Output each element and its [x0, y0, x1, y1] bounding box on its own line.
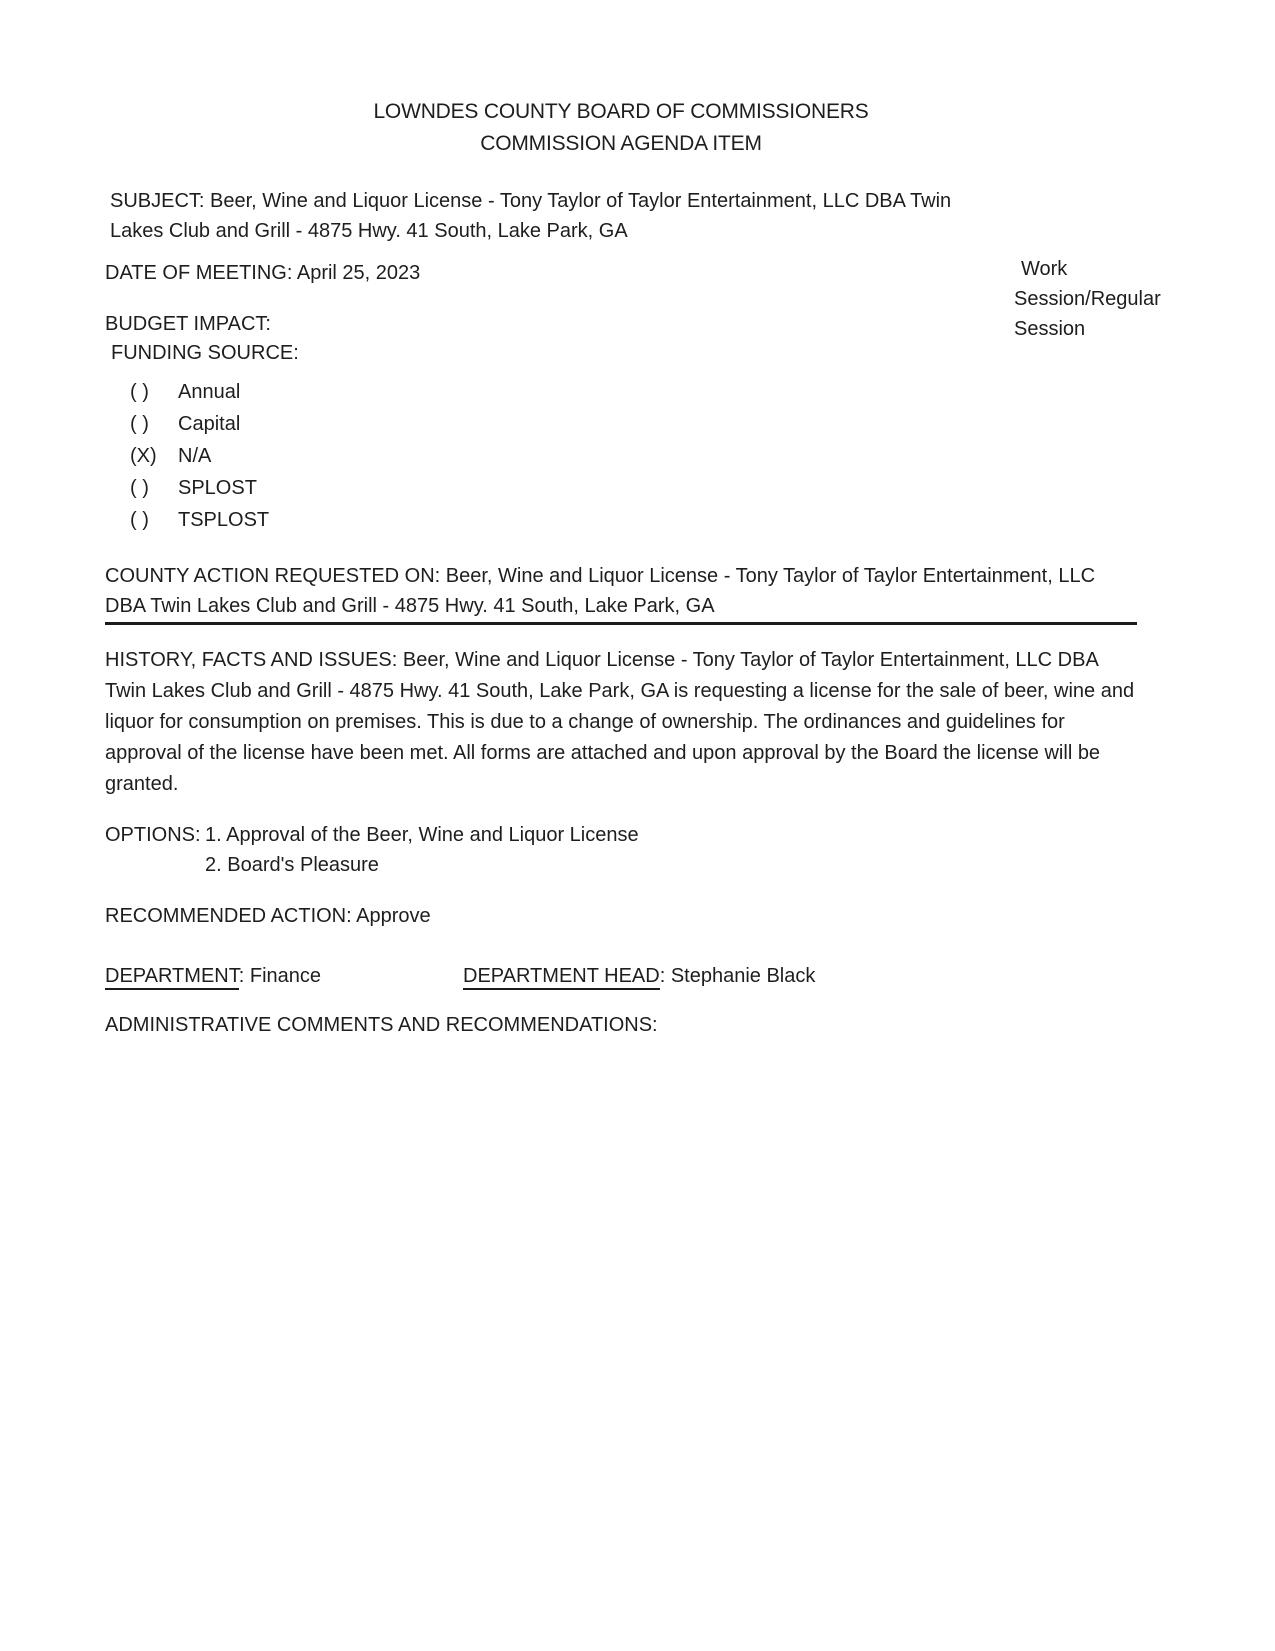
checkbox-marker: ( )	[130, 381, 149, 403]
document-header	[105, 96, 1137, 160]
option-item: 1. Approval of the Beer, Wine and Liquor License	[205, 824, 639, 846]
options-section	[105, 820, 1175, 880]
budget-impact-label: BUDGET IMPACT:	[105, 313, 271, 335]
funding-source-list	[105, 376, 1175, 536]
checkbox-label: TSPLOST	[178, 509, 270, 531]
history-facts-issues-text: HISTORY, FACTS AND ISSUES: Beer, Wine and Liquor License - Tony Taylor of Taylor Entertainment, LLC DBA Twin Lakes Club and Grill - 4875 Hwy. 41 South, Lake Park, GA is requesting a license for the sale of beer, wine and liquor for consumption on premises. This is due to a change of ownership. The ordinances and guidelines for approval of the license have been met. All forms are attached and upon approval by the Board the license will be granted.	[105, 649, 1135, 795]
funding-option-tsplost	[130, 504, 1175, 536]
session-type: Work Session/Regular Session	[1014, 258, 1161, 340]
checkbox-marker: ( )	[130, 477, 149, 499]
department-field	[105, 961, 463, 992]
options-label: OPTIONS:	[105, 824, 201, 846]
admin-comments-label: ADMINISTRATIVE COMMENTS AND RECOMMENDATIONS:	[105, 1014, 658, 1036]
department-head-field	[463, 961, 815, 992]
department-row	[105, 961, 1175, 992]
options-items	[205, 820, 639, 880]
department-label: DEPARTMENT	[105, 965, 239, 990]
checkbox-label: N/A	[178, 445, 212, 467]
meeting-date: DATE OF MEETING: April 25, 2023	[105, 262, 421, 284]
department-value: : Finance	[238, 965, 321, 987]
recommended-action: RECOMMENDED ACTION: Approve	[105, 905, 431, 927]
funding-source-label: FUNDING SOURCE:	[111, 342, 299, 364]
subject-text: SUBJECT: Beer, Wine and Liquor License - Tony Taylor of Taylor Entertainment, LLC DBA Twin Lakes Club and Grill - 4875 Hwy. 41 South, Lake Park, GA	[110, 190, 952, 242]
option-item: 2. Board's Pleasure	[205, 854, 379, 876]
department-head-value: : Stephanie Black	[659, 965, 816, 987]
page-subtitle: COMMISSION AGENDA ITEM	[480, 132, 762, 155]
funding-option-annual	[130, 376, 1175, 408]
checkbox-marker-checked: (X)	[130, 445, 157, 467]
checkbox-label: Capital	[178, 413, 241, 435]
department-head-label: DEPARTMENT HEAD	[463, 965, 660, 990]
county-action-text: COUNTY ACTION REQUESTED ON: Beer, Wine and Liquor License - Tony Taylor of Taylor Entertainment, LLC DBA Twin Lakes Club and Grill - 4875 Hwy. 41 South, Lake Park, GA	[105, 561, 1137, 625]
funding-option-splost	[130, 472, 1175, 504]
checkbox-marker: ( )	[130, 509, 149, 531]
funding-option-capital	[130, 408, 1175, 440]
funding-option-na	[130, 440, 1175, 472]
checkbox-label: SPLOST	[178, 477, 257, 499]
page-title: LOWNDES COUNTY BOARD OF COMMISSIONERS	[373, 100, 869, 123]
checkbox-label: Annual	[178, 381, 241, 403]
checkbox-marker: ( )	[130, 413, 149, 435]
